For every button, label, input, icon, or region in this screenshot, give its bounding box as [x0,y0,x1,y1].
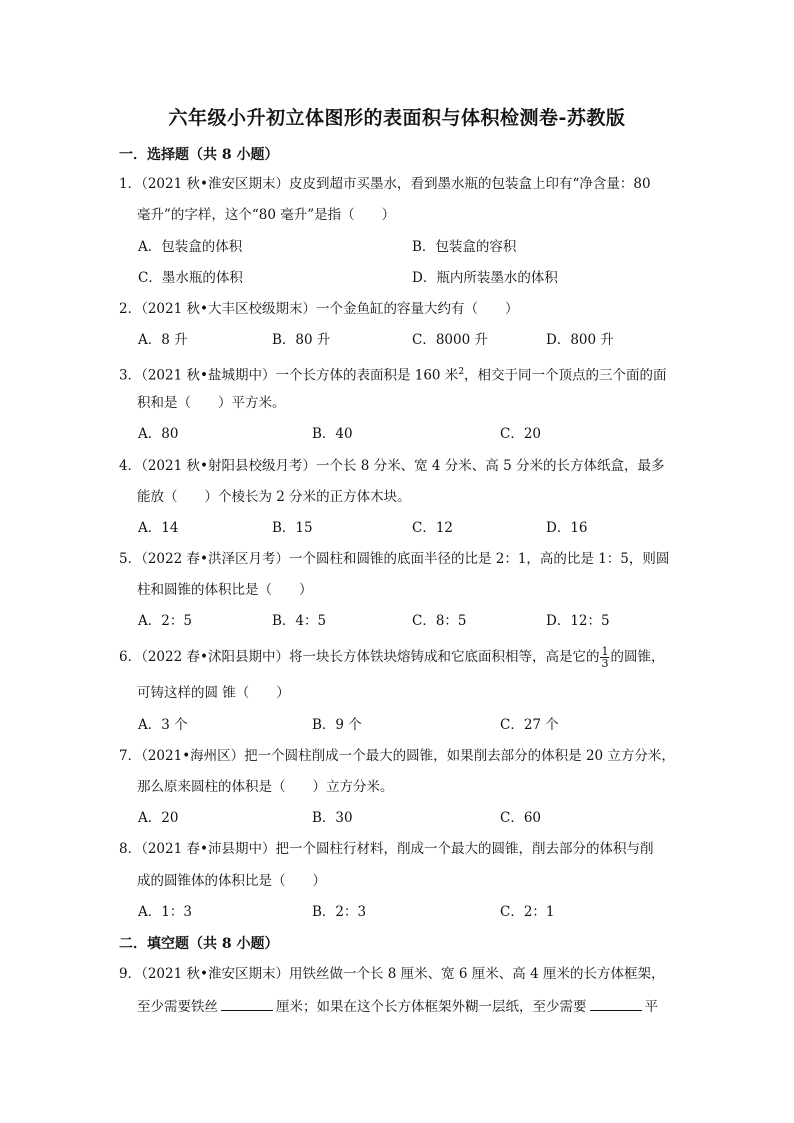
option-c[interactable]: C．8：5 [412,613,467,629]
question-1-options-row-1 [138,237,678,257]
option-c[interactable]: C．60 [500,810,542,826]
page-title: 六年级小升初立体图形的表面积与体积检测卷-苏教版 [168,107,626,129]
question-6-text-a: 6．（2022 春•沭阳县期中）将一块长方体铁块熔铸成和它底面积相等，高是它的 [119,649,600,665]
answer-blank[interactable] [221,996,273,1011]
question-7-line-1: 7．（2021•海州区）把一个圆柱削成一个最大的圆锥，如果削去部分的体积是 20 立方分米， [119,748,675,764]
section-heading-choice: 一．选择题（共 8 小题） [119,147,279,163]
question-8-options [138,902,678,922]
option-b[interactable]: B．2：3 [312,904,367,920]
question-1-options-row-2 [138,268,678,288]
option-a[interactable]: A．14 [138,520,179,536]
option-a[interactable]: A．包装盒的体积 [138,239,243,255]
question-5-line-1: 5．（2022 春•洪泽区月考）一个圆柱和圆锥的底面半径的比是 2：1，高的比是 1：5，则圆 [119,551,670,567]
option-a[interactable]: A．80 [138,426,179,442]
question-3-line-2: 积和是（ ）平方米。 [137,395,286,411]
option-c[interactable]: C．2：1 [500,904,555,920]
option-b[interactable]: B．15 [272,520,313,536]
question-4-line-1: 4．（2021 秋•射阳县校级月考）一个长 8 分米、宽 4 分米、高 5 分米的长方体纸盒，最多 [119,458,665,474]
question-5-options [138,611,678,631]
question-8-line-1: 8．（2021 春•沛县期中）把一个圆柱行材料，削成一个最大的圆锥，削去部分的体积与削 [119,841,654,857]
question-7-line-2: 那么原来圆柱的体积是（ ）立方分米。 [137,779,394,795]
question-5-line-2: 柱和圆锥的体积比是（ ） [137,582,313,598]
question-8-line-2: 成的圆锥体的体积比是（ ） [137,873,326,889]
fraction-denominator: 3 [601,657,609,670]
option-b[interactable]: B．40 [312,426,353,442]
question-9-line-2 [137,996,697,1017]
option-c[interactable]: C．8000 升 [412,332,488,348]
section-heading-fill-in: 二．填空题（共 8 小题） [119,936,279,952]
question-7-options [138,808,678,828]
question-9-text-c: 平 [644,999,658,1015]
option-d[interactable]: D．16 [546,520,588,536]
option-d[interactable]: D．瓶内所装墨水的体积 [412,270,558,286]
option-a[interactable]: A．3 个 [138,717,188,733]
question-3-text-a: 3．（2021 秋•盐城期中）一个长方体的表面积是 160 米 [119,367,459,384]
question-4-options [138,518,678,538]
question-6-line-2: 可铸这样的圆 锥（ ） [137,685,290,701]
question-2-options [138,330,678,350]
option-b[interactable]: B．30 [312,810,353,826]
option-b[interactable]: B．4：5 [272,613,327,629]
question-9-line-1: 9．（2021 秋•淮安区期末）用铁丝做一个长 8 厘米、宽 6 厘米、高 4 厘米的长方体框架， [119,966,665,982]
question-2-line-1: 2．（2021 秋•大丰区校级期末）一个金鱼缸的容量大约有（ ） [119,301,519,317]
superscript-exponent: 2 [458,367,465,377]
question-3-text-b: ，相交于同一个顶点的三个面的面 [464,367,667,384]
question-1-line-1: 1．（2021 秋•淮安区期末）皮皮到超市买墨水，看到墨水瓶的包装盒上印有“净含量：80 [119,176,651,192]
option-c[interactable]: C．墨水瓶的体积 [138,270,243,286]
option-b[interactable]: B．9 个 [312,717,362,733]
fraction-one-third [600,646,609,669]
question-6-text-b: 的圆锥， [610,649,665,665]
question-6-line-1 [119,646,679,669]
option-a[interactable]: A．20 [138,810,179,826]
question-9-text-a: 至少需要铁丝 [137,999,218,1015]
fraction-numerator: 1 [601,645,609,658]
question-4-line-2: 能放（ ）个棱长为 2 分米的正方体木块。 [137,489,411,505]
option-c[interactable]: C．20 [500,426,542,442]
option-a[interactable]: A．1：3 [138,904,192,920]
question-3-line-1 [119,362,679,386]
option-c[interactable]: C．12 [412,520,454,536]
answer-blank[interactable] [590,996,642,1011]
question-1-line-2: 毫升”的字样，这个“80 毫升”是指（ ） [137,207,396,223]
option-d[interactable]: D．12：5 [546,613,610,629]
option-a[interactable]: A．8 升 [138,332,188,348]
question-3-options [138,424,678,444]
option-a[interactable]: A．2：5 [138,613,192,629]
option-b[interactable]: B．80 升 [272,332,331,348]
question-9-text-b: 厘米；如果在这个长方体框架外糊一层纸，至少需要 [276,999,587,1015]
option-b[interactable]: B．包装盒的容积 [412,239,517,255]
option-d[interactable]: D．800 升 [546,332,614,348]
option-c[interactable]: C．27 个 [500,717,559,733]
question-6-options [138,715,678,735]
